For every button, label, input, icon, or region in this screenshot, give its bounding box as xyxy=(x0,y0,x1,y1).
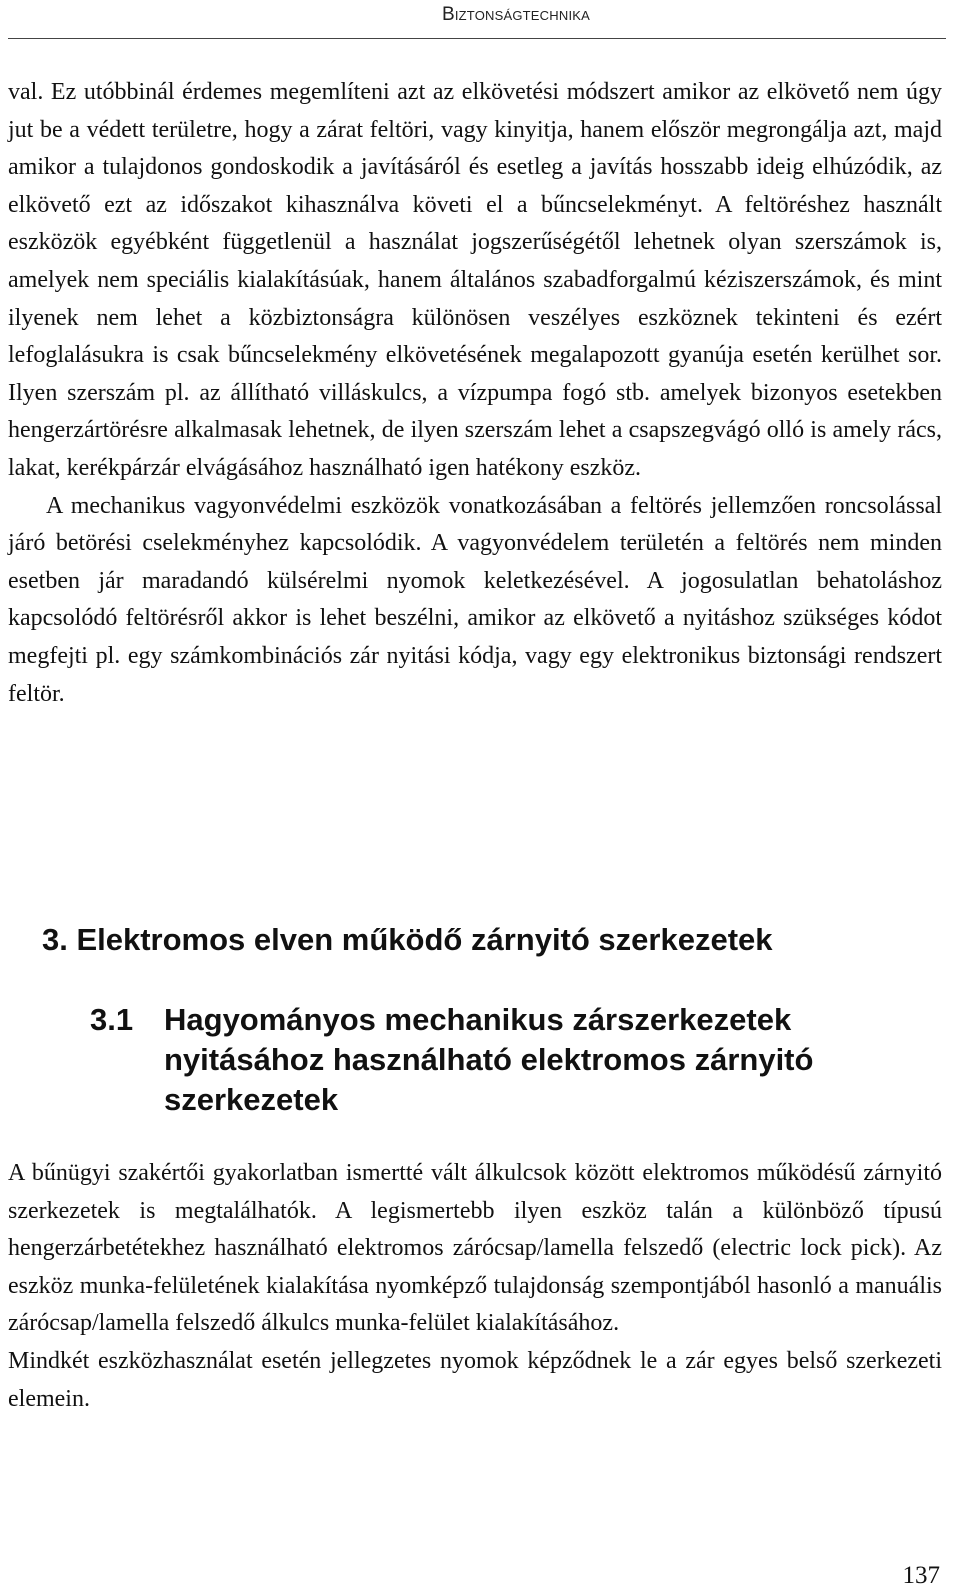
subsection-heading xyxy=(90,1000,910,1120)
subsection-number: 3.1 xyxy=(90,1002,134,1037)
paragraph-traces: Mindkét eszközhasználat esetén jellegzetes nyomok képződnek le a zár egyes belső szerkezeti elemein. xyxy=(8,1347,942,1412)
paragraph-mechanical: A mechanikus vagyonvédelmi eszközök vonatkozásában a feltörés jellemzően roncsolással járó betörési cselekményhez kapcsolódik. A vagyonvédelem területén a feltörés nem minden esetben jár maradandó külsérelmi nyomok keletkezésével. A jogosulatlan behatoláshoz kapcsolódó feltörésről akkor is lehet beszélni, amikor az elkövető a nyitáshoz szükséges kódot megfejti pl. egy számkombinációs zár nyitási kódja, vagy egy elektronikus biztonsági rendszert feltör. xyxy=(8,492,942,707)
header-divider xyxy=(8,38,946,39)
body-text-top xyxy=(8,74,942,713)
body-text-bottom xyxy=(8,1155,942,1418)
page-number: 137 xyxy=(902,1562,940,1589)
page-header xyxy=(0,0,960,48)
section-heading: 3. Elektromos elven működő zárnyitó szerkezetek xyxy=(42,922,773,957)
subsection-title: Hagyományos mechanikus zárszerkezetek nyitásához használható elektromos zárnyitó szerkezetek xyxy=(164,1002,814,1117)
running-header-title: Biztonságtechnika xyxy=(441,4,590,25)
paragraph-continuation: val. Ez utóbbinál érdemes megemlíteni azt az elkövetési módszert amikor az elkövető nem úgy jut be a védett területre, hogy a zárat feltöri, vagy kinyitja, hanem először megrongálja azt, majd amikor a tulajdonos gondoskodik a javításáról és esetleg a javítás hosszabb ideig elhúzódik, az elkövető ezt az időszakot kihasználva követi el a bűncselekményt. A feltöréshez használt eszközök egyébként függetlenül a használat jogszerűségétől lehetnek olyan szerszámok is, amelyek nem speciális kialakításúak, hanem általános szabadforgalmú kéziszerszámok, és mint ilyenek nem lehet a közbiztonságra különösen veszélyes eszköznek tekinteni és ezért lefoglalásukra is csak bűncselekmény elkövetésének megalapozott gyanúja esetén kerülhet sor. Ilyen szerszám pl. az állítható villáskulcs, a vízpumpa fogó stb. amelyek bizonyos esetekben hengerzártörésre alkalmasak lehetnek, de ilyen szerszám lehet a csapszegvágó olló is amely rács, lakat, kerékpárzár elvágásához használható igen hatékony eszköz. xyxy=(8,79,942,481)
paragraph-electric-pick: A bűnügyi szakértői gyakorlatban ismertté vált álkulcsok között elektromos működésű zárnyitó szerkezetek is megtalálhatók. A legismertebb ilyen eszköz talán a különböző típusú hengerzárbetétekhez használható elektromos zárócsap/lamella felszedő (electric lock pick). Az eszköz munka-felületének kialakítása nyomképző tulajdonság szempontjából hasonló a manuális zárócsap/lamella felszedő álkulcs munka-felület kialakításához. xyxy=(8,1160,942,1337)
